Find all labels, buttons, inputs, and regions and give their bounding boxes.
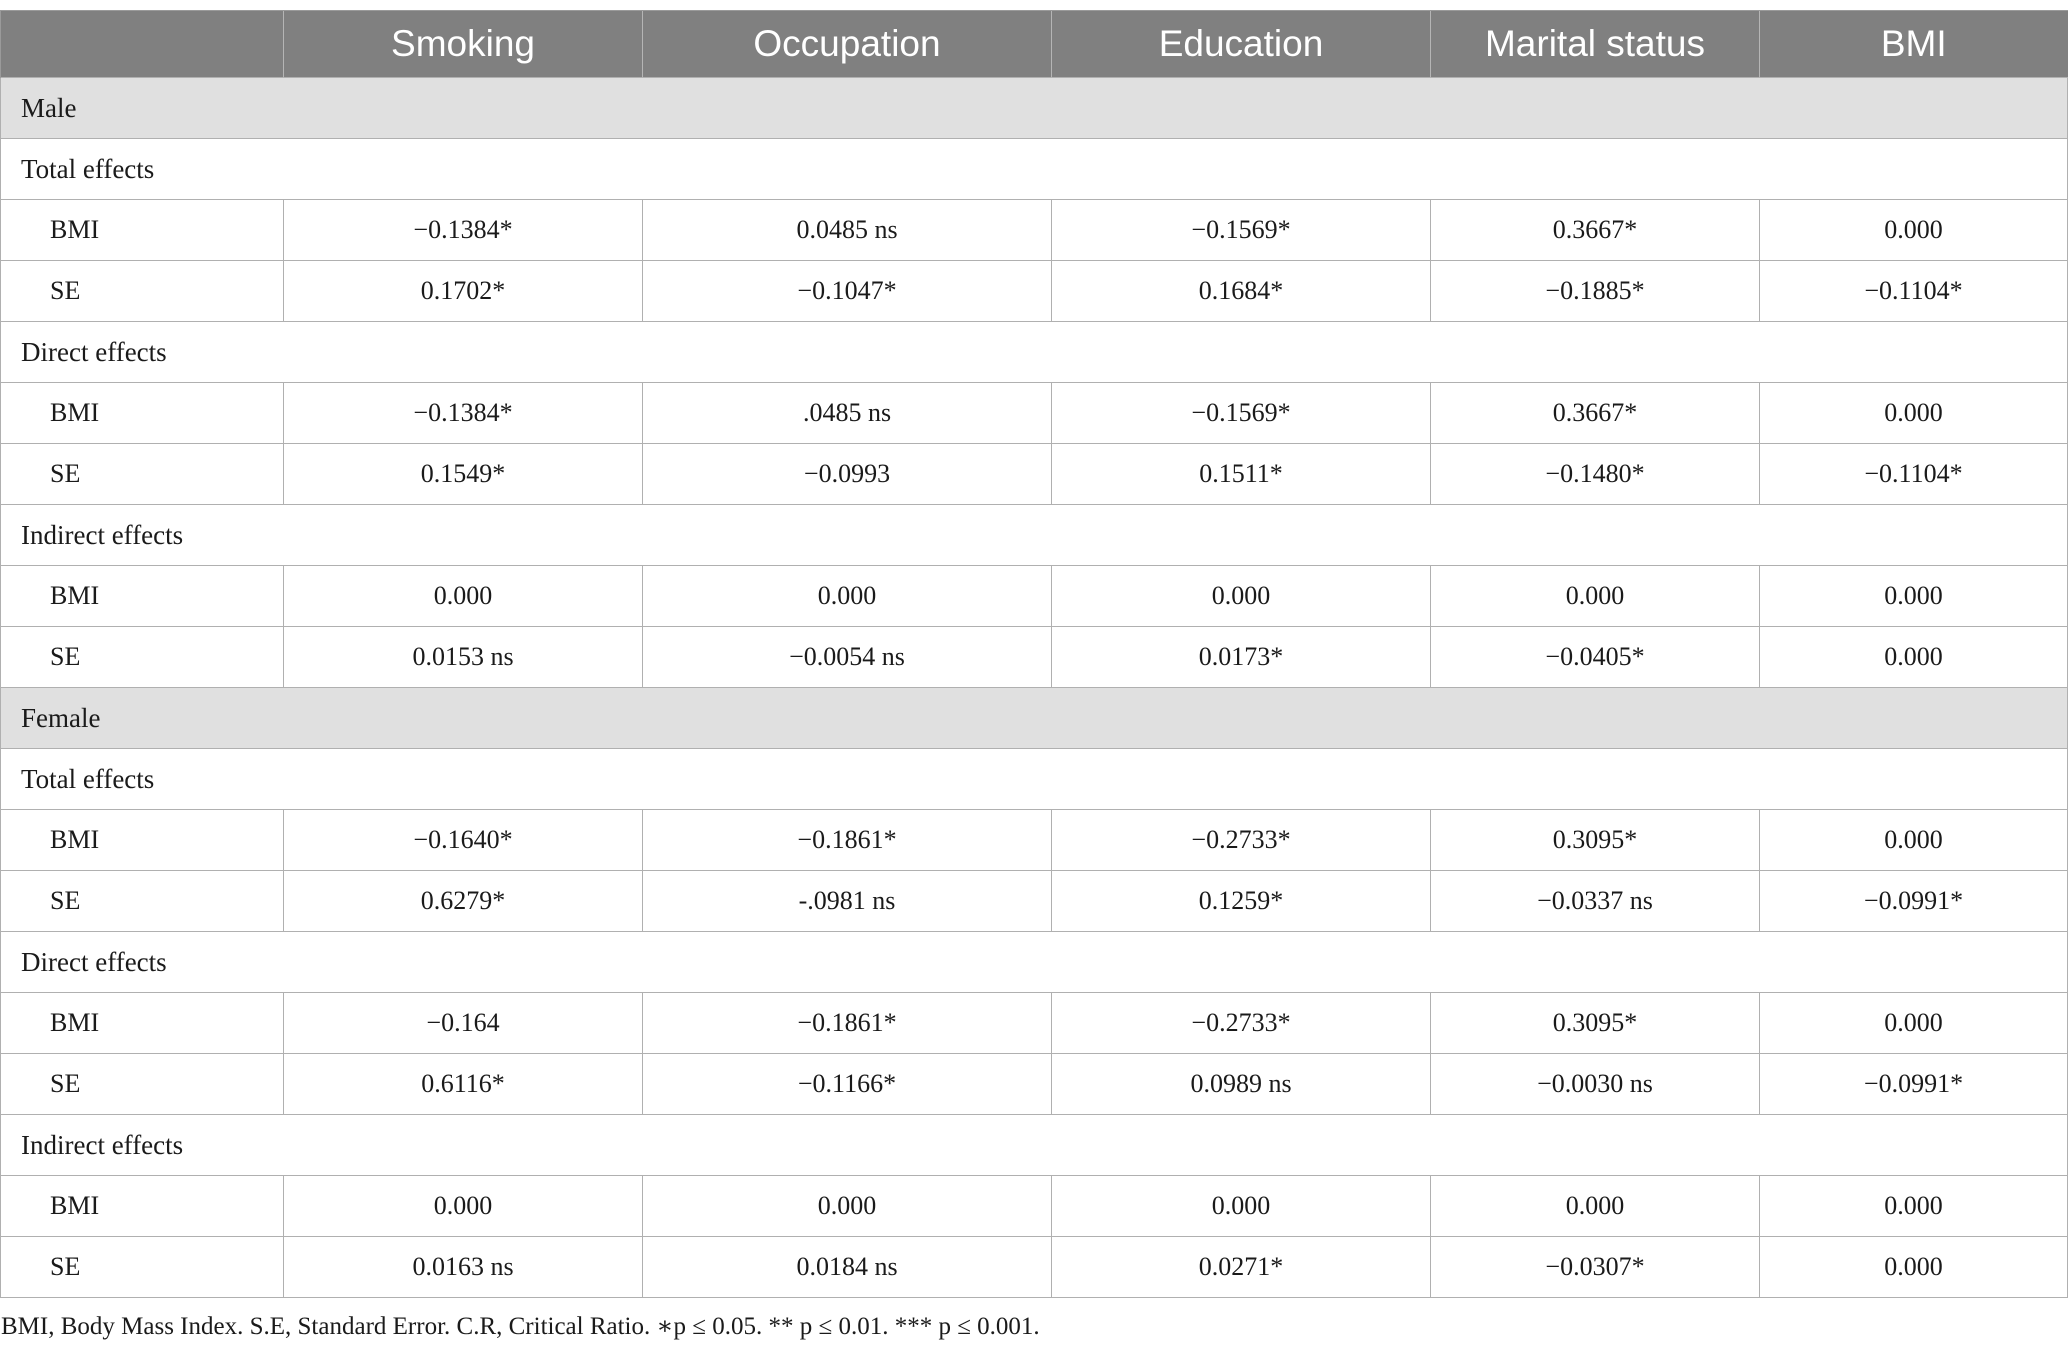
- header-cell: Smoking: [284, 11, 643, 78]
- row-label: SE: [1, 444, 284, 505]
- effects-label: Direct effects: [1, 932, 2068, 993]
- row-label: SE: [1, 1054, 284, 1115]
- table-header-row: [1, 11, 2068, 78]
- value-cell: 0.1684*: [1052, 261, 1431, 322]
- value-cell: 0.000: [1760, 1176, 2068, 1237]
- value-cell: −0.1047*: [643, 261, 1052, 322]
- row-label: SE: [1, 1237, 284, 1298]
- value-cell: −0.0991*: [1760, 871, 2068, 932]
- value-cell: 0.000: [1760, 383, 2068, 444]
- value-cell: 0.000: [1760, 993, 2068, 1054]
- row-label: SE: [1, 627, 284, 688]
- table-row: [1, 444, 2068, 505]
- table-row: [1, 1176, 2068, 1237]
- row-label: SE: [1, 261, 284, 322]
- header-cell: [1, 11, 284, 78]
- value-cell: -.0981 ns: [643, 871, 1052, 932]
- value-cell: −0.0030 ns: [1431, 1054, 1760, 1115]
- value-cell: 0.0271*: [1052, 1237, 1431, 1298]
- document: [0, 10, 2068, 1341]
- value-cell: 0.0173*: [1052, 627, 1431, 688]
- value-cell: −0.2733*: [1052, 810, 1431, 871]
- effects-row: [1, 139, 2068, 200]
- table-row: [1, 627, 2068, 688]
- value-cell: −0.1480*: [1431, 444, 1760, 505]
- row-label: BMI: [1, 383, 284, 444]
- value-cell: −0.1861*: [643, 993, 1052, 1054]
- row-label: BMI: [1, 566, 284, 627]
- row-label: BMI: [1, 810, 284, 871]
- value-cell: 0.0163 ns: [284, 1237, 643, 1298]
- value-cell: −0.0993: [643, 444, 1052, 505]
- value-cell: −0.0307*: [1431, 1237, 1760, 1298]
- effects-row: [1, 322, 2068, 383]
- effects-row: [1, 505, 2068, 566]
- table-row: [1, 261, 2068, 322]
- value-cell: −0.164: [284, 993, 643, 1054]
- effects-label: Direct effects: [1, 322, 2068, 383]
- value-cell: −0.0337 ns: [1431, 871, 1760, 932]
- value-cell: −0.1640*: [284, 810, 643, 871]
- table-row: [1, 1237, 2068, 1298]
- header-cell: BMI: [1760, 11, 2068, 78]
- value-cell: 0.3095*: [1431, 993, 1760, 1054]
- value-cell: 0.6279*: [284, 871, 643, 932]
- value-cell: 0.1259*: [1052, 871, 1431, 932]
- group-row: [1, 688, 2068, 749]
- value-cell: 0.3095*: [1431, 810, 1760, 871]
- header-cell: Marital status: [1431, 11, 1760, 78]
- value-cell: −0.1569*: [1052, 200, 1431, 261]
- value-cell: −0.2733*: [1052, 993, 1431, 1054]
- table-row: [1, 993, 2068, 1054]
- effects-label: Indirect effects: [1, 1115, 2068, 1176]
- value-cell: −0.1104*: [1760, 261, 2068, 322]
- table-row: [1, 383, 2068, 444]
- value-cell: 0.000: [643, 1176, 1052, 1237]
- effects-table: [0, 10, 2068, 1298]
- value-cell: 0.000: [1760, 566, 2068, 627]
- value-cell: 0.000: [284, 566, 643, 627]
- value-cell: 0.3667*: [1431, 383, 1760, 444]
- group-row: [1, 78, 2068, 139]
- value-cell: 0.000: [1760, 1237, 2068, 1298]
- value-cell: −0.1885*: [1431, 261, 1760, 322]
- value-cell: 0.000: [1431, 1176, 1760, 1237]
- table-footnote: BMI, Body Mass Index. S.E, Standard Error. C.R, Critical Ratio. ∗p ≤ 0.05. ** p ≤ 0.01. *** p ≤ 0.001.: [1, 1313, 1040, 1340]
- value-cell: 0.6116*: [284, 1054, 643, 1115]
- value-cell: 0.1702*: [284, 261, 643, 322]
- table-row: [1, 200, 2068, 261]
- group-label: Male: [1, 78, 2068, 139]
- value-cell: 0.000: [1760, 200, 2068, 261]
- value-cell: 0.000: [1760, 810, 2068, 871]
- effects-label: Total effects: [1, 139, 2068, 200]
- value-cell: 0.000: [1052, 566, 1431, 627]
- effects-row: [1, 932, 2068, 993]
- group-label: Female: [1, 688, 2068, 749]
- table-row: [1, 810, 2068, 871]
- row-label: BMI: [1, 1176, 284, 1237]
- value-cell: 0.1549*: [284, 444, 643, 505]
- value-cell: −0.1384*: [284, 383, 643, 444]
- value-cell: .0485 ns: [643, 383, 1052, 444]
- value-cell: −0.0054 ns: [643, 627, 1052, 688]
- value-cell: 0.000: [643, 566, 1052, 627]
- value-cell: 0.000: [1760, 627, 2068, 688]
- header-cell: Occupation: [643, 11, 1052, 78]
- value-cell: 0.000: [284, 1176, 643, 1237]
- value-cell: −0.1861*: [643, 810, 1052, 871]
- value-cell: 0.0184 ns: [643, 1237, 1052, 1298]
- table-body: [1, 78, 2068, 1298]
- table-row: [1, 1054, 2068, 1115]
- value-cell: −0.1104*: [1760, 444, 2068, 505]
- header-cell: Education: [1052, 11, 1431, 78]
- value-cell: −0.1384*: [284, 200, 643, 261]
- value-cell: −0.1166*: [643, 1054, 1052, 1115]
- value-cell: 0.000: [1052, 1176, 1431, 1237]
- effects-row: [1, 1115, 2068, 1176]
- effects-label: Indirect effects: [1, 505, 2068, 566]
- row-label: BMI: [1, 200, 284, 261]
- value-cell: 0.0989 ns: [1052, 1054, 1431, 1115]
- value-cell: −0.1569*: [1052, 383, 1431, 444]
- value-cell: −0.0405*: [1431, 627, 1760, 688]
- table-row: [1, 871, 2068, 932]
- row-label: BMI: [1, 993, 284, 1054]
- value-cell: −0.0991*: [1760, 1054, 2068, 1115]
- table-row: [1, 566, 2068, 627]
- value-cell: 0.1511*: [1052, 444, 1431, 505]
- value-cell: 0.000: [1431, 566, 1760, 627]
- value-cell: 0.0485 ns: [643, 200, 1052, 261]
- row-label: SE: [1, 871, 284, 932]
- effects-row: [1, 749, 2068, 810]
- effects-label: Total effects: [1, 749, 2068, 810]
- value-cell: 0.3667*: [1431, 200, 1760, 261]
- value-cell: 0.0153 ns: [284, 627, 643, 688]
